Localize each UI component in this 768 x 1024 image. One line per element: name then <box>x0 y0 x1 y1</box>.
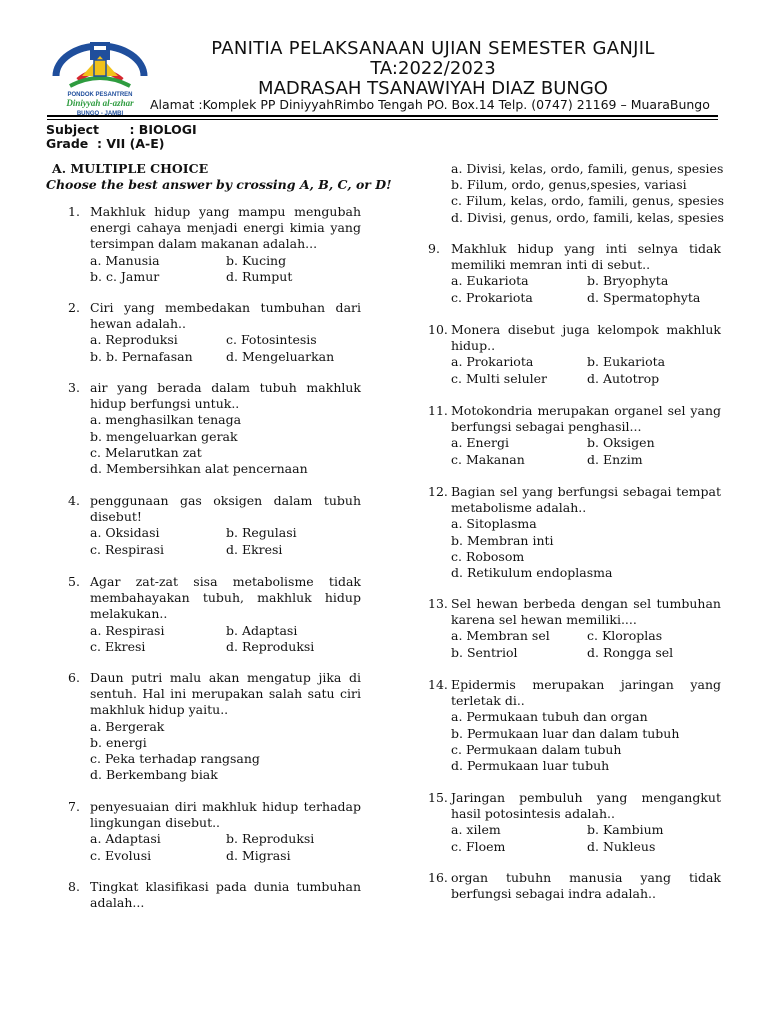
question-text: Monera disebut juga kelompok makhluk hidup.. <box>451 322 721 354</box>
option[interactable]: d. Reproduksi <box>226 638 315 654</box>
option[interactable]: c. Respirasi <box>90 541 165 557</box>
section-instruction: Choose the best answer by crossing A, B, C, or D! <box>46 177 392 192</box>
option[interactable]: a. Prokariota <box>451 354 534 370</box>
question-10 <box>428 322 721 387</box>
option[interactable]: b. Permukaan luar dan dalam tubuh <box>451 725 680 741</box>
question-text: organ tubuhn manusia yang tidak berfungsi sebagai indra adalah.. <box>451 870 721 902</box>
option[interactable]: a. menghasilkan tenaga <box>90 412 242 428</box>
question-2 <box>68 300 361 365</box>
option[interactable]: c. Kloroplas <box>587 628 663 644</box>
option[interactable]: b. Kambium <box>587 822 664 838</box>
question-number: 5. <box>68 574 80 589</box>
question-number: 7. <box>68 799 80 814</box>
question-text: Bagian sel yang berfungsi sebagai tempat metabolisme adalah.. <box>451 484 721 516</box>
question-7 <box>68 799 361 864</box>
question-11 <box>428 403 721 468</box>
question-text: Motokondria merupakan organel sel yang berfungsi sebagai penghasil... <box>451 403 721 435</box>
question-number: 16. <box>428 870 448 885</box>
option[interactable]: a. Divisi, kelas, ordo, famili, genus, spesies <box>451 161 724 176</box>
option[interactable]: c. Robosom <box>451 548 525 564</box>
question-text: penyesuaian diri makhluk hidup terhadap lingkungan disebut.. <box>90 799 361 831</box>
option[interactable]: a. Reproduksi <box>90 332 178 348</box>
logo-text-1: PONDOK PESANTREN <box>67 92 133 98</box>
option[interactable]: a. Membran sel <box>451 628 550 644</box>
question-text: Jaringan pembuluh yang mengangkut hasil potosintesis adalah.. <box>451 790 721 822</box>
option[interactable]: c. Makanan <box>451 451 525 467</box>
option[interactable]: c. Peka terhadap rangsang <box>90 751 260 767</box>
question-number: 3. <box>68 380 80 395</box>
question-14 <box>428 677 721 774</box>
option[interactable]: d. Autotrop <box>587 370 660 386</box>
option[interactable]: b. mengeluarkan gerak <box>90 428 238 444</box>
option[interactable]: d. Retikulum endoplasma <box>451 565 613 581</box>
question-text: Ciri yang membedakan tumbuhan dari hewan adalah.. <box>90 300 361 332</box>
option[interactable]: a. Manusia <box>90 252 160 268</box>
option[interactable]: a. Energi <box>451 435 509 451</box>
grade-line: Grade : VII (A-E) <box>46 136 165 151</box>
option[interactable]: a. Sitoplasma <box>451 516 537 532</box>
option[interactable]: d. Rumput <box>226 268 293 284</box>
subject-line: Subject : BIOLOGI <box>46 122 197 137</box>
option[interactable]: c. Filum, kelas, ordo, famili, genus, spesies <box>451 193 724 209</box>
option[interactable]: c. Melarutkan zat <box>90 444 202 460</box>
option[interactable]: c. Ekresi <box>90 638 146 654</box>
option[interactable]: d. Migrasi <box>226 847 291 863</box>
question-text: air yang berada dalam tubuh makhluk hidup berfungsi untuk.. <box>90 380 361 412</box>
option[interactable]: b. energi <box>90 734 147 750</box>
question-1 <box>68 204 361 285</box>
question-number: 15. <box>428 790 448 805</box>
option[interactable]: d. Divisi, genus, ordo, famili, kelas, spesies <box>451 209 724 225</box>
question-5 <box>68 574 361 655</box>
question-4 <box>68 493 361 558</box>
option[interactable]: d. Rongga sel <box>587 644 674 660</box>
option[interactable]: d. Spermatophyta <box>587 289 701 305</box>
option[interactable]: a. Adaptasi <box>90 831 161 847</box>
option[interactable]: d. Enzim <box>587 451 643 467</box>
option[interactable]: b. Adaptasi <box>226 622 298 638</box>
question-text: Daun putri malu akan mengatup jika di sentuh. Hal ini merupakan salah satu ciri makhluk hidup yaitu.. <box>90 670 361 718</box>
option[interactable]: b. b. Pernafasan <box>90 348 193 364</box>
option[interactable]: b. Regulasi <box>226 525 297 541</box>
question-number: 14. <box>428 677 448 692</box>
question-12 <box>428 484 721 581</box>
header-school: MADRASAH TSANAWIYAH DIAZ BUNGO <box>258 78 608 99</box>
header-committee: PANITIA PELAKSANAAN UJIAN SEMESTER GANJIL <box>211 38 655 59</box>
header-rule-thin <box>47 119 718 120</box>
option[interactable]: b. Filum, ordo, genus,spesies, variasi <box>451 177 687 193</box>
question-number: 6. <box>68 670 80 685</box>
option[interactable]: b. Oksigen <box>587 435 655 451</box>
question-13 <box>428 596 721 661</box>
question-number: 12. <box>428 484 448 499</box>
question-number: 2. <box>68 300 80 315</box>
option[interactable]: d. Berkembang biak <box>90 767 218 783</box>
option[interactable]: c. Prokariota <box>451 289 533 305</box>
question-number: 10. <box>428 322 448 337</box>
option[interactable]: a. Bergerak <box>90 718 165 734</box>
question-number: 4. <box>68 493 80 508</box>
header-rule-thick <box>47 115 718 117</box>
option[interactable]: d. Mengeluarkan <box>226 348 335 364</box>
question-8-options <box>451 161 724 226</box>
question-9 <box>428 241 721 306</box>
option[interactable]: d. Permukaan luar tubuh <box>451 758 610 774</box>
logo-text-3: BUNGO - JAMBI <box>76 111 124 117</box>
option[interactable]: b. Sentriol <box>451 644 518 660</box>
question-text: Epidermis merupakan jaringan yang terletak di.. <box>451 677 721 709</box>
question-text: penggunaan gas oksigen dalam tubuh disebut! <box>90 493 361 525</box>
option[interactable]: b. Eukariota <box>587 354 666 370</box>
option[interactable]: a. Oksidasi <box>90 525 160 541</box>
question-number: 1. <box>68 204 80 219</box>
option[interactable]: b. Kucing <box>226 252 287 268</box>
question-16 <box>428 870 721 902</box>
question-text: Tingkat klasifikasi pada dunia tumbuhan adalah... <box>90 879 361 911</box>
question-15 <box>428 790 721 855</box>
question-number: 13. <box>428 596 448 611</box>
question-3 <box>68 380 361 477</box>
option[interactable]: c. Fotosintesis <box>226 332 317 348</box>
option[interactable]: a. xilem <box>451 822 501 838</box>
option[interactable]: a. Permukaan tubuh dan organ <box>451 709 648 725</box>
option[interactable]: c. Floem <box>451 838 506 854</box>
option[interactable]: a. Respirasi <box>90 622 165 638</box>
option[interactable]: c. Permukaan dalam tubuh <box>451 741 622 757</box>
question-text: Makhluk hidup yang inti selnya tidak memiliki memran inti di sebut.. <box>451 241 721 273</box>
logo-text-2: Diniyyah al-azhar <box>66 98 134 108</box>
school-logo <box>48 36 152 118</box>
option[interactable]: c. Evolusi <box>90 847 152 863</box>
option[interactable]: d. Nukleus <box>587 838 656 854</box>
question-number: 8. <box>68 879 80 894</box>
question-text: Agar zat-zat sisa metabolisme tidak membahayakan tubuh, makhluk hidup melakukan.. <box>90 574 361 622</box>
option[interactable]: d. Membersihkan alat pencernaan <box>90 461 308 477</box>
option[interactable]: b. Reproduksi <box>226 831 315 847</box>
option[interactable]: c. Multi seluler <box>451 370 548 386</box>
question-8 <box>68 879 361 911</box>
question-number: 9. <box>428 241 440 256</box>
section-title: A. MULTIPLE CHOICE <box>52 161 209 176</box>
option[interactable]: b. c. Jamur <box>90 268 160 284</box>
question-number: 11. <box>428 403 448 418</box>
option[interactable]: d. Ekresi <box>226 541 283 557</box>
option[interactable]: b. Membran inti <box>451 532 554 548</box>
option[interactable]: b. Bryophyta <box>587 273 669 289</box>
header-year: TA:2022/2023 <box>370 58 496 79</box>
question-6 <box>68 670 361 783</box>
header-address: Alamat :Komplek PP DiniyyahRimbo Tengah PO. Box.14 Telp. (0747) 21169 – MuaraBungo <box>150 97 710 112</box>
option[interactable]: a. Eukariota <box>451 273 529 289</box>
question-text: Makhluk hidup yang mampu mengubah energi cahaya menjadi energi kimia yang tersimpan dalam makanan adalah... <box>90 204 361 252</box>
question-text: Sel hewan berbeda dengan sel tumbuhan karena sel hewan memiliki.... <box>451 596 721 628</box>
